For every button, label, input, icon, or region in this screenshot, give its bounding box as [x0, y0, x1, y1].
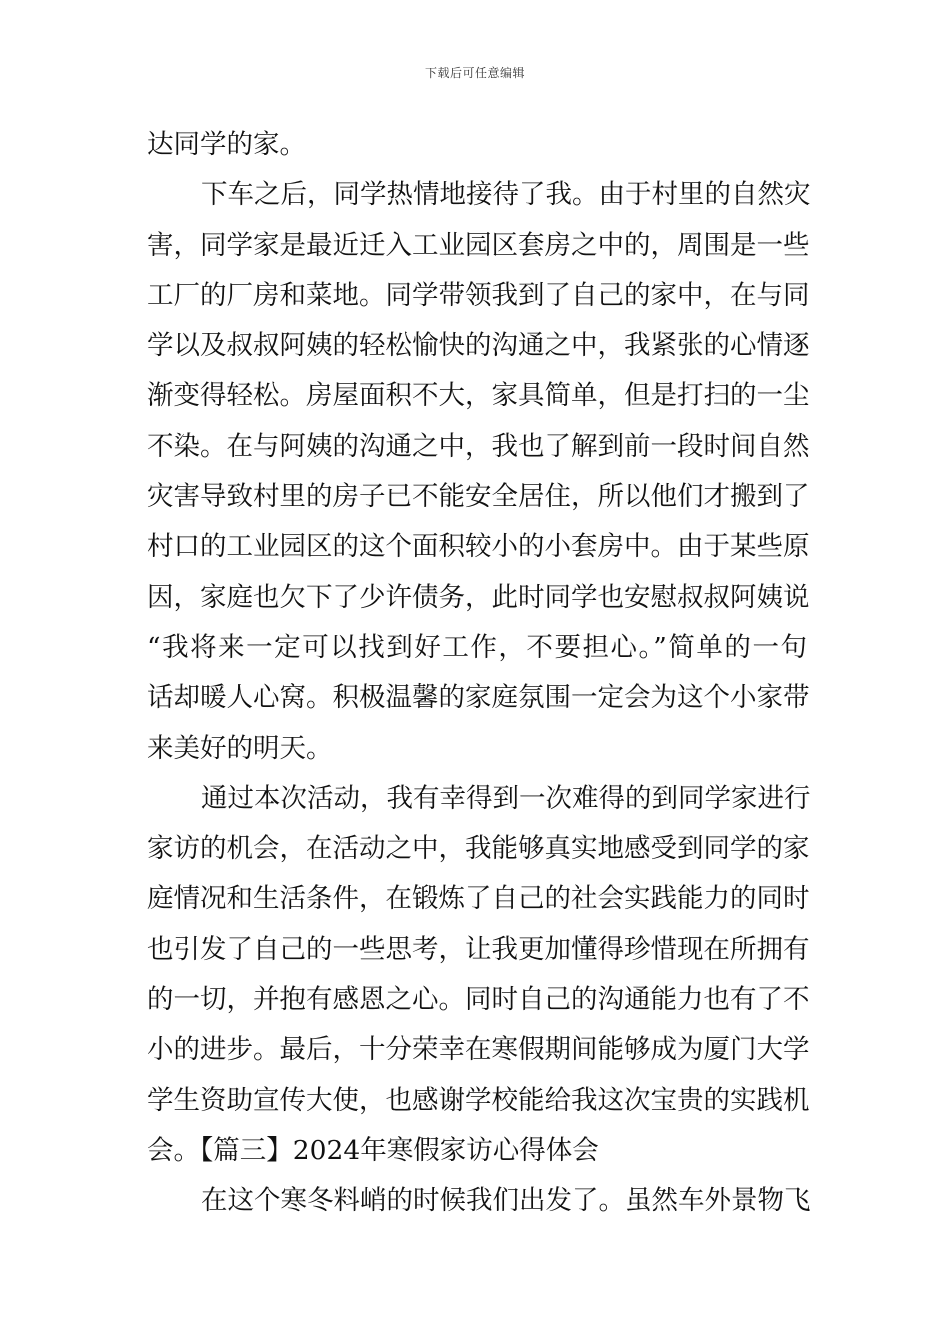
text-line: 通过本次活动，我有幸得到一次难得的到同学家进行: [201, 782, 811, 814]
text-line: 下车之后，同学热情地接待了我。由于村里的自然灾: [201, 179, 811, 211]
text-line: 也引发了自己的一些思考，让我更加懂得珍惜现在所拥有: [147, 933, 810, 965]
text-line: 学生资助宣传大使，也感谢学校能给我这次宝贵的实践机: [147, 1084, 810, 1116]
text-line: 害，同学家是最近迁入工业园区套房之中的，周围是一些: [147, 229, 810, 261]
text-line: 在这个寒冬料峭的时候我们出发了。虽然车外景物飞: [201, 1185, 811, 1217]
text-line: 渐变得轻松。房屋面积不大，家具简单，但是打扫的一尘: [147, 380, 810, 412]
text-line: 达同学的家。: [147, 129, 306, 160]
text-line: 庭情况和生活条件，在锻炼了自己的社会实践能力的同时: [147, 883, 810, 915]
text-line: 学以及叔叔阿姨的轻松愉快的沟通之中，我紧张的心情逐: [147, 330, 810, 362]
text-line: 村口的工业园区的这个面积较小的小套房中。由于某些原: [147, 531, 810, 563]
text-line: 的一切，并抱有感恩之心。同时自己的沟通能力也有了不: [147, 984, 810, 1016]
text-line: 工厂的厂房和菜地。同学带领我到了自己的家中，在与同: [147, 279, 810, 311]
text-line: “我将来一定可以找到好工作，不要担心。”简单的一句: [147, 631, 807, 663]
text-line: 灾害导致村里的房子已不能安全居住，所以他们才搬到了: [147, 481, 810, 513]
text-line: 小的进步。最后，十分荣幸在寒假期间能够成为厦门大学: [147, 1034, 810, 1066]
body-text: [147, 120, 811, 1227]
text-line: 不染。在与阿姨的沟通之中，我也了解到前一段时间自然: [147, 430, 810, 462]
text-line: 因，家庭也欠下了少许债务，此时同学也安慰叔叔阿姨说: [147, 581, 810, 613]
text-line: 来美好的明天。: [147, 732, 333, 764]
text-line: 家访的机会，在活动之中，我能够真实地感受到同学的家: [147, 833, 810, 865]
page-header: 下载后可任意编辑: [424, 66, 525, 80]
text-line: 话却暖人心窝。积极温馨的家庭氛围一定会为这个小家带: [147, 682, 810, 714]
text-line: 会。【篇三】2024年寒假家访心得体会: [147, 1134, 599, 1166]
